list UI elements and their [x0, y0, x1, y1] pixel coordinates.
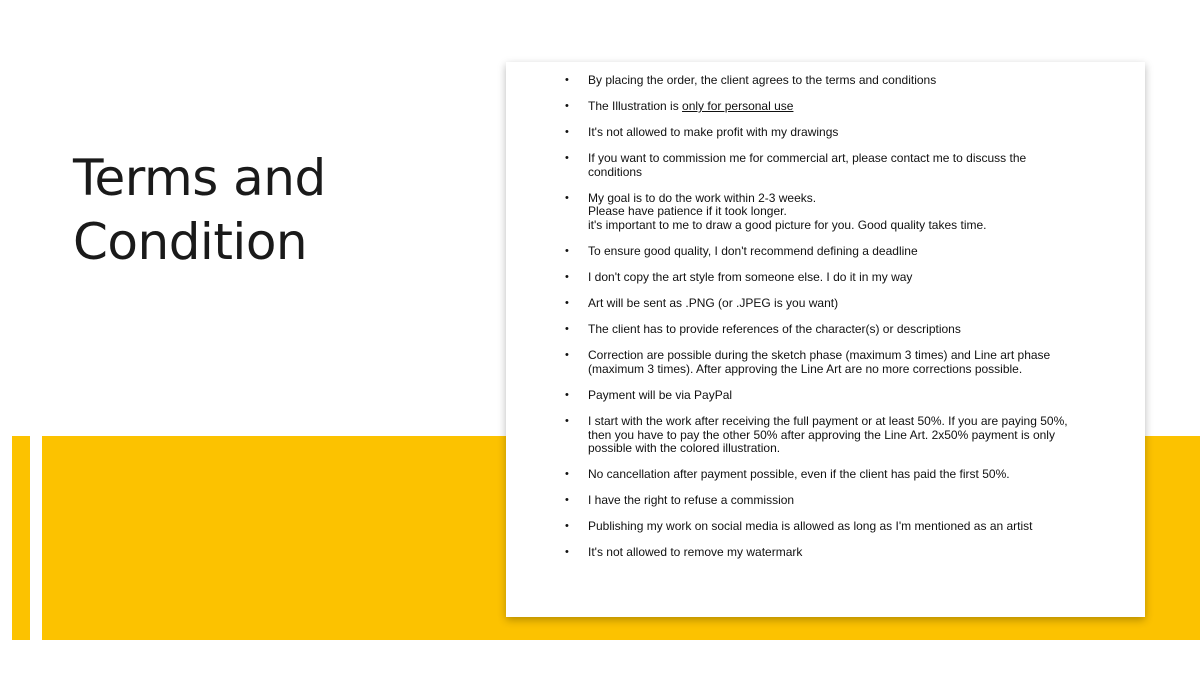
bullet-icon: •	[565, 271, 569, 284]
term-text: The client has to provide references of the character(s) or descriptions	[588, 322, 961, 337]
list-item	[506, 415, 1085, 456]
list-item	[506, 468, 1085, 482]
term-text: I don't copy the art style from someone else. I do it in my way	[588, 270, 913, 285]
bullet-icon: •	[565, 74, 569, 86]
term-text: I have the right to refuse a commission	[588, 493, 795, 508]
list-item	[506, 520, 1085, 534]
term-text	[588, 100, 1085, 114]
list-item	[506, 297, 1085, 311]
bullet-icon: •	[565, 520, 569, 533]
bullet-icon: •	[565, 546, 569, 559]
list-item	[506, 349, 1085, 376]
bullet-icon: •	[565, 152, 569, 165]
bullet-icon: •	[565, 415, 569, 428]
bullet-icon: •	[565, 126, 569, 139]
term-text: Correction are possible during the sketch phase (maximum 3 times) and Line art phase	[588, 348, 1051, 363]
list-item	[506, 192, 1085, 233]
term-text: It's not allowed to make profit with my drawings	[588, 125, 839, 140]
term-text: Please have patience if it took longer.	[588, 204, 787, 219]
term-text: It's not allowed to remove my watermark	[588, 545, 803, 560]
accent-stripe	[12, 436, 30, 640]
term-text: (maximum 3 times). After approving the Line Art are no more corrections possible.	[588, 361, 1023, 376]
term-text: then you have to pay the other 50% after approving the Line Art. 2x50% payment is only	[588, 427, 1055, 442]
page-title: Terms and Condition	[73, 149, 326, 271]
list-item	[506, 389, 1085, 403]
list-item	[506, 152, 1085, 179]
bullet-icon: •	[565, 494, 569, 507]
term-text: No cancellation after payment possible, even if the client has paid the first 50%.	[588, 467, 1010, 482]
terms-document	[506, 62, 1145, 617]
list-item	[506, 494, 1085, 508]
term-text: it's important to me to draw a good picture for you. Good quality takes time.	[588, 217, 987, 232]
term-text-prefix: The Illustration is	[588, 99, 683, 114]
list-item	[506, 126, 1085, 140]
term-text: My goal is to do the work within 2-3 weeks.	[588, 190, 817, 205]
term-text: Art will be sent as .PNG (or .JPEG is you want)	[588, 296, 839, 311]
term-text: conditions	[588, 164, 643, 179]
term-text: Publishing my work on social media is allowed as long as I'm mentioned as an artist	[588, 519, 1033, 534]
bullet-icon: •	[565, 100, 569, 113]
bullet-icon: •	[565, 244, 569, 257]
term-text: possible with the colored illustration.	[588, 441, 781, 456]
list-item	[506, 546, 1085, 560]
term-text: If you want to commission me for commercial art, please contact me to discuss the	[588, 151, 1027, 166]
list-item	[506, 245, 1085, 259]
bullet-icon: •	[565, 191, 569, 204]
list-item	[506, 74, 1085, 88]
term-text: By placing the order, the client agrees to the terms and conditions	[588, 73, 937, 87]
term-text: Payment will be via PayPal	[588, 387, 733, 402]
bullet-icon: •	[565, 323, 569, 336]
bullet-icon: •	[565, 468, 569, 481]
list-item	[506, 271, 1085, 285]
list-item	[506, 323, 1085, 337]
list-item	[506, 100, 1085, 114]
bullet-icon: •	[565, 349, 569, 362]
term-text: I start with the work after receiving the full payment or at least 50%. If you are paying 50%,	[588, 414, 1068, 429]
term-text-underlined: only for personal use	[682, 99, 794, 114]
bullet-icon: •	[565, 388, 569, 401]
bullet-icon: •	[565, 297, 569, 310]
terms-list	[506, 62, 1145, 560]
term-text: To ensure good quality, I don't recommend defining a deadline	[588, 243, 918, 258]
